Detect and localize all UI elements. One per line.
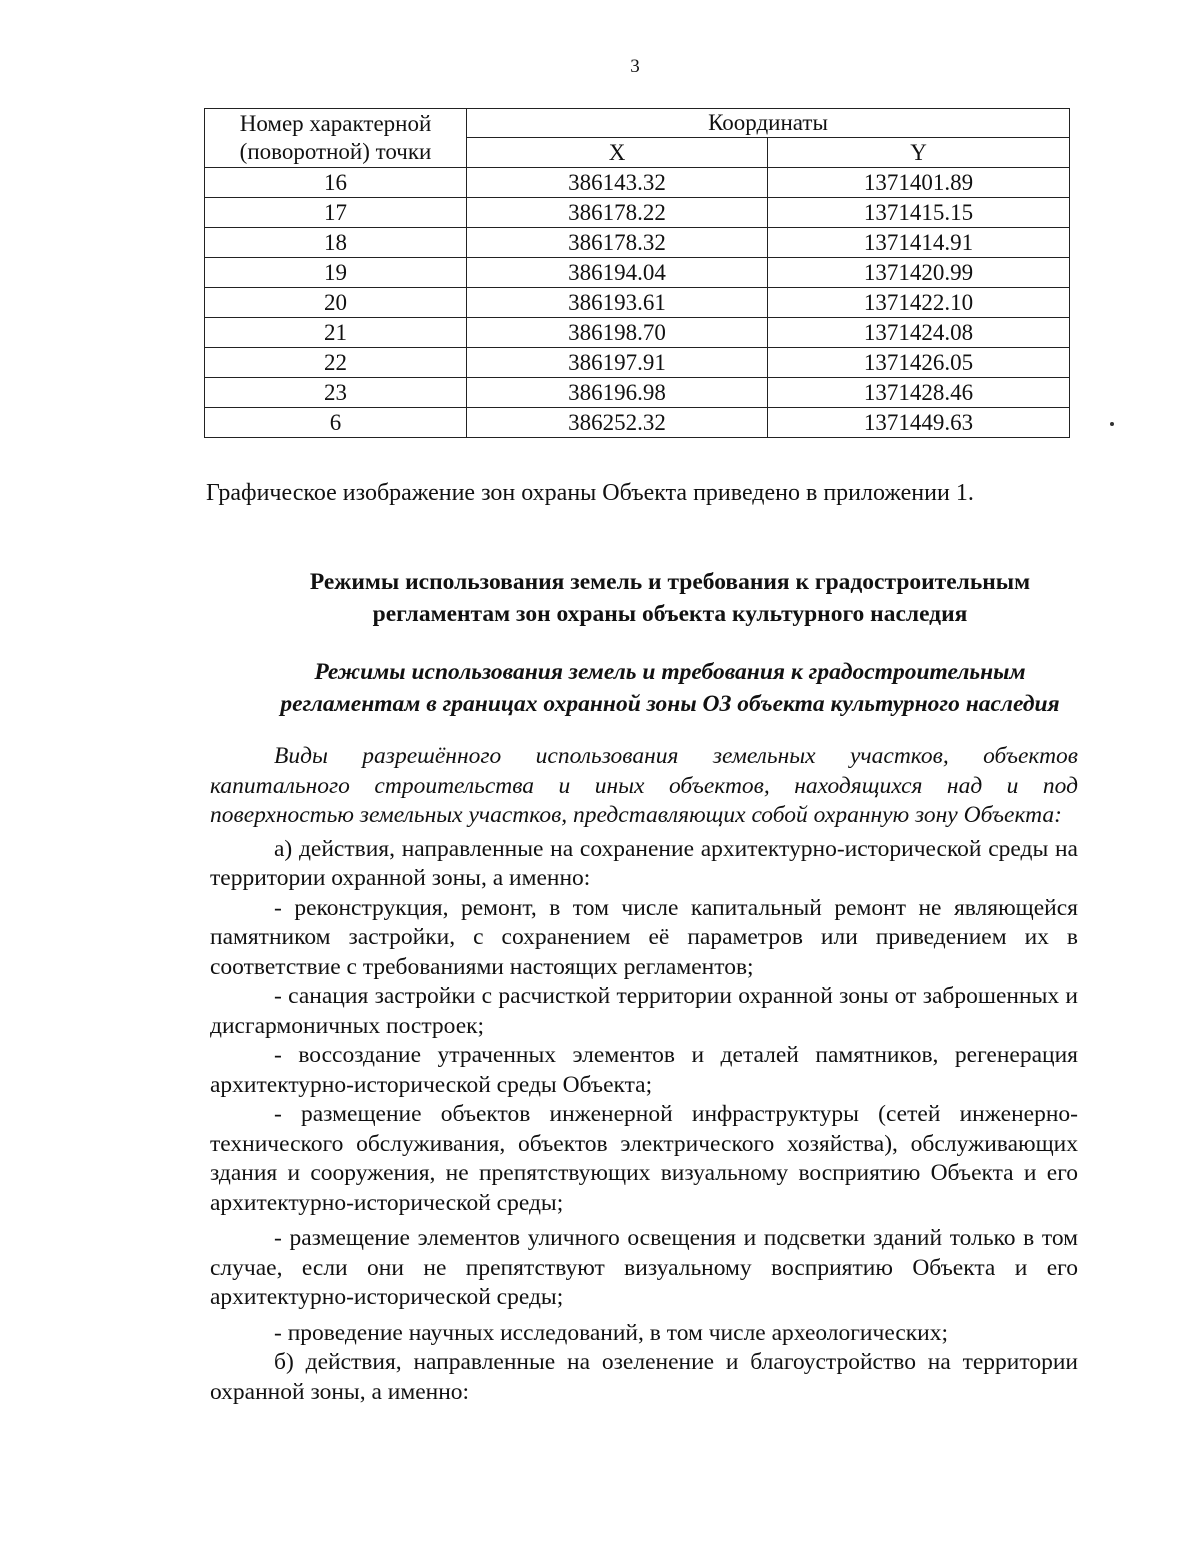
- cell-x: 386198.70: [467, 318, 768, 348]
- cell-y: 1371401.89: [768, 168, 1070, 198]
- item-b: б) действия, направленные на озеленение и благоустройство на территории охранной зоны, а именно:: [210, 1349, 1078, 1405]
- cell-point: 21: [205, 318, 467, 348]
- table-row: [205, 198, 1070, 228]
- cell-y: 1371449.63: [768, 408, 1070, 438]
- cell-y: 1371420.99: [768, 258, 1070, 288]
- subsection-heading-line-2: регламентам в границах охранной зоны ОЗ объекта культурного наследия: [280, 691, 1060, 717]
- cell-y: 1371426.05: [768, 348, 1070, 378]
- item-a: а) действия, направленные на сохранение архитектурно-исторической среды на территории охранной зоны, а именно:: [210, 835, 1078, 891]
- cell-x: 386252.32: [467, 408, 768, 438]
- cell-y: 1371415.15: [768, 198, 1070, 228]
- table-row: [205, 228, 1070, 258]
- intro-paragraph: Виды разрешённого использования земельных участков, объектов капитального строительства и иных объектов, находящихся над и под поверхностью земельных участков, представляющих собой охранную зону Объекта:: [210, 743, 1078, 828]
- cell-point: 6: [205, 408, 467, 438]
- page-number: 3: [630, 56, 640, 77]
- table-row: [205, 318, 1070, 348]
- table-row: [205, 288, 1070, 318]
- table-row: [205, 168, 1070, 198]
- subsection-heading-line-1: Режимы использования земель и требования к градостроительным: [314, 659, 1026, 685]
- item-a-1: - реконструкция, ремонт, в том числе капитальный ремонт не являющейся памятником застройки, с сохранением её параметров или приведением их в соответствие с требованиями настоящих регламентов;: [210, 894, 1078, 980]
- cell-y: 1371424.08: [768, 318, 1070, 348]
- section-heading: [200, 566, 1140, 630]
- appendix-note: Графическое изображение зон охраны Объекта приведено в приложении 1.: [206, 480, 974, 506]
- item-a-6: - проведение научных исследований, в том числе археологических;: [274, 1319, 949, 1346]
- table-row: [205, 408, 1070, 438]
- cell-x: 386196.98: [467, 378, 768, 408]
- table-header-point: [205, 109, 467, 168]
- cell-x: 386143.32: [467, 168, 768, 198]
- cell-point: 17: [205, 198, 467, 228]
- item-a-2: - санация застройки с расчисткой территории охранной зоны от заброшенных и дисгармоничных построек;: [210, 983, 1078, 1039]
- cell-y: 1371422.10: [768, 288, 1070, 318]
- cell-point: 23: [205, 378, 467, 408]
- table-header-point-line-2: (поворотной) точки: [239, 139, 432, 164]
- cell-x: 386178.32: [467, 228, 768, 258]
- cell-x: 386178.22: [467, 198, 768, 228]
- cell-point: 19: [205, 258, 467, 288]
- cell-point: 16: [205, 168, 467, 198]
- cell-point: 18: [205, 228, 467, 258]
- cell-x: 386194.04: [467, 258, 768, 288]
- cell-point: 20: [205, 288, 467, 318]
- coordinates-table: [204, 108, 1070, 438]
- subsection-heading: [200, 656, 1140, 720]
- table-header-coordinates: Координаты: [467, 109, 1070, 138]
- item-a-5: - размещение элементов уличного освещения и подсветки зданий только в том случае, если они не препятствуют визуальному восприятию Объекта и его архитектурно-исторической среды;: [210, 1225, 1078, 1310]
- item-a-4: - размещение объектов инженерной инфраструктуры (сетей инженерно-технического обслуживания, объектов электрического хозяйства), обслуживающих здания и сооружения, не препятствующих визуальному восприятию Объекта и его архитектурно-исторической среды;: [210, 1101, 1078, 1216]
- table-row: [205, 258, 1070, 288]
- table-header-x: X: [467, 138, 768, 168]
- cell-point: 22: [205, 348, 467, 378]
- cell-x: 386197.91: [467, 348, 768, 378]
- table-header-y: Y: [768, 138, 1070, 168]
- table-row: [205, 348, 1070, 378]
- table-row: [205, 378, 1070, 408]
- table-header-point-line-1: Номер характерной: [239, 111, 432, 137]
- body-text: [210, 742, 1078, 1407]
- scan-speck: [1110, 422, 1114, 426]
- section-heading-line-1: Режимы использования земель и требования к градостроительным: [309, 569, 1031, 595]
- cell-y: 1371428.46: [768, 378, 1070, 408]
- item-a-3: - воссоздание утраченных элементов и деталей памятников, регенерация архитектурно-исторической среды Объекта;: [210, 1042, 1078, 1098]
- section-heading-line-2: регламентам зон охраны объекта культурного наследия: [372, 601, 968, 627]
- cell-x: 386193.61: [467, 288, 768, 318]
- cell-y: 1371414.91: [768, 228, 1070, 258]
